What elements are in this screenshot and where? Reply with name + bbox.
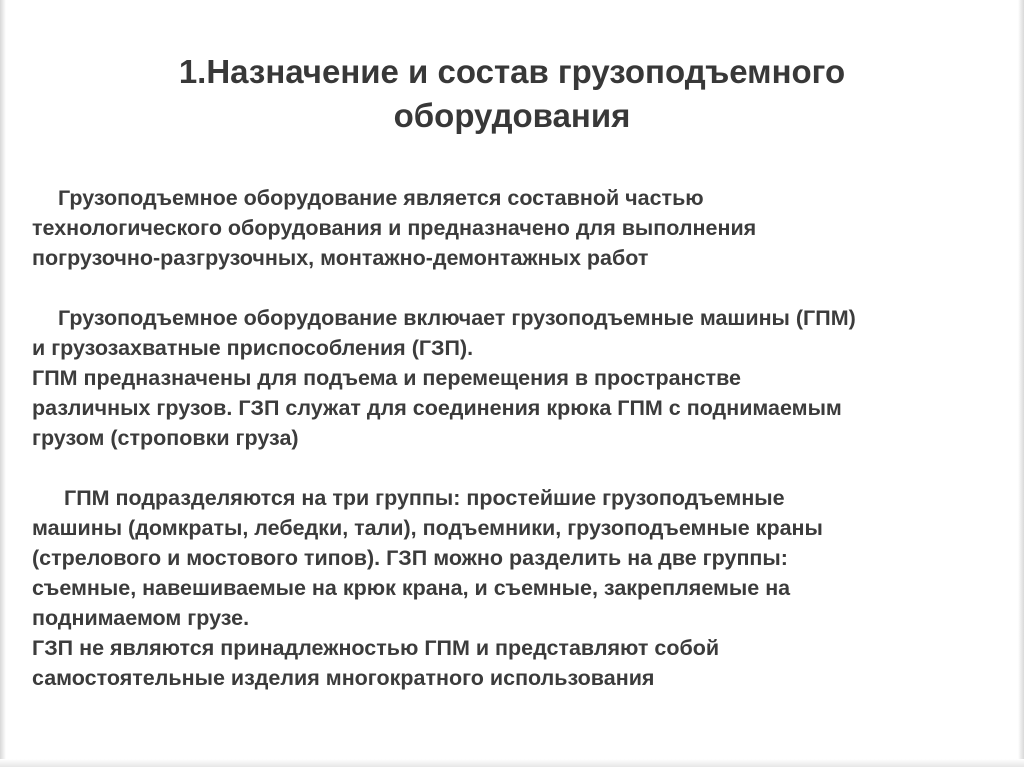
paragraph-spacer [32, 273, 1012, 303]
slide-title-line: оборудования [393, 97, 631, 134]
text-line: машины (домкраты, лебедки, тали), подъемники, грузоподъемные краны [32, 516, 823, 540]
paragraph-spacer [32, 453, 1012, 483]
slide-title-line: 1.Назначение и состав грузоподъемного [178, 53, 846, 90]
paragraph-purpose [32, 183, 1012, 273]
text-line: Грузоподъемное оборудование включает грузоподъемные машины (ГПМ) [58, 306, 856, 330]
text-line: самостоятельные изделия многократного использования [32, 666, 655, 690]
text-line: технологического оборудования и предназначено для выполнения [32, 216, 757, 240]
paragraph-groups [32, 483, 1012, 693]
text-line: съемные, навешиваемые на крюк крана, и съемные, закрепляемые на [32, 576, 791, 600]
text-line: ГЗП не являются принадлежностью ГПМ и представляют собой [32, 636, 720, 660]
text-line: грузом (строповки груза) [32, 426, 299, 450]
text-line: ГПМ подразделяются на три группы: простейшие грузоподъемные [64, 486, 785, 510]
slide-frame-left [0, 0, 6, 767]
slide-frame-bottom [0, 759, 1024, 767]
text-line: (стрелового и мостового типов). ГЗП можно разделить на две группы: [32, 546, 788, 570]
text-line: погрузочно-разгрузочных, монтажно-демонтажных работ [32, 246, 649, 270]
text-line: Грузоподъемное оборудование является составной частью [58, 186, 704, 210]
text-line: поднимаемом грузе. [32, 606, 250, 630]
text-line: ГПМ предназначены для подъема и перемещения в пространстве [32, 366, 741, 390]
text-line: и грузозахватные приспособления (ГЗП). [32, 336, 474, 360]
paragraph-composition [32, 303, 1012, 453]
slide-body [32, 183, 1012, 693]
slide-frame-right [1018, 0, 1024, 767]
slide-title [60, 50, 964, 138]
text-line: различных грузов. ГЗП служат для соединения крюка ГПМ с поднимаемым [32, 396, 842, 420]
